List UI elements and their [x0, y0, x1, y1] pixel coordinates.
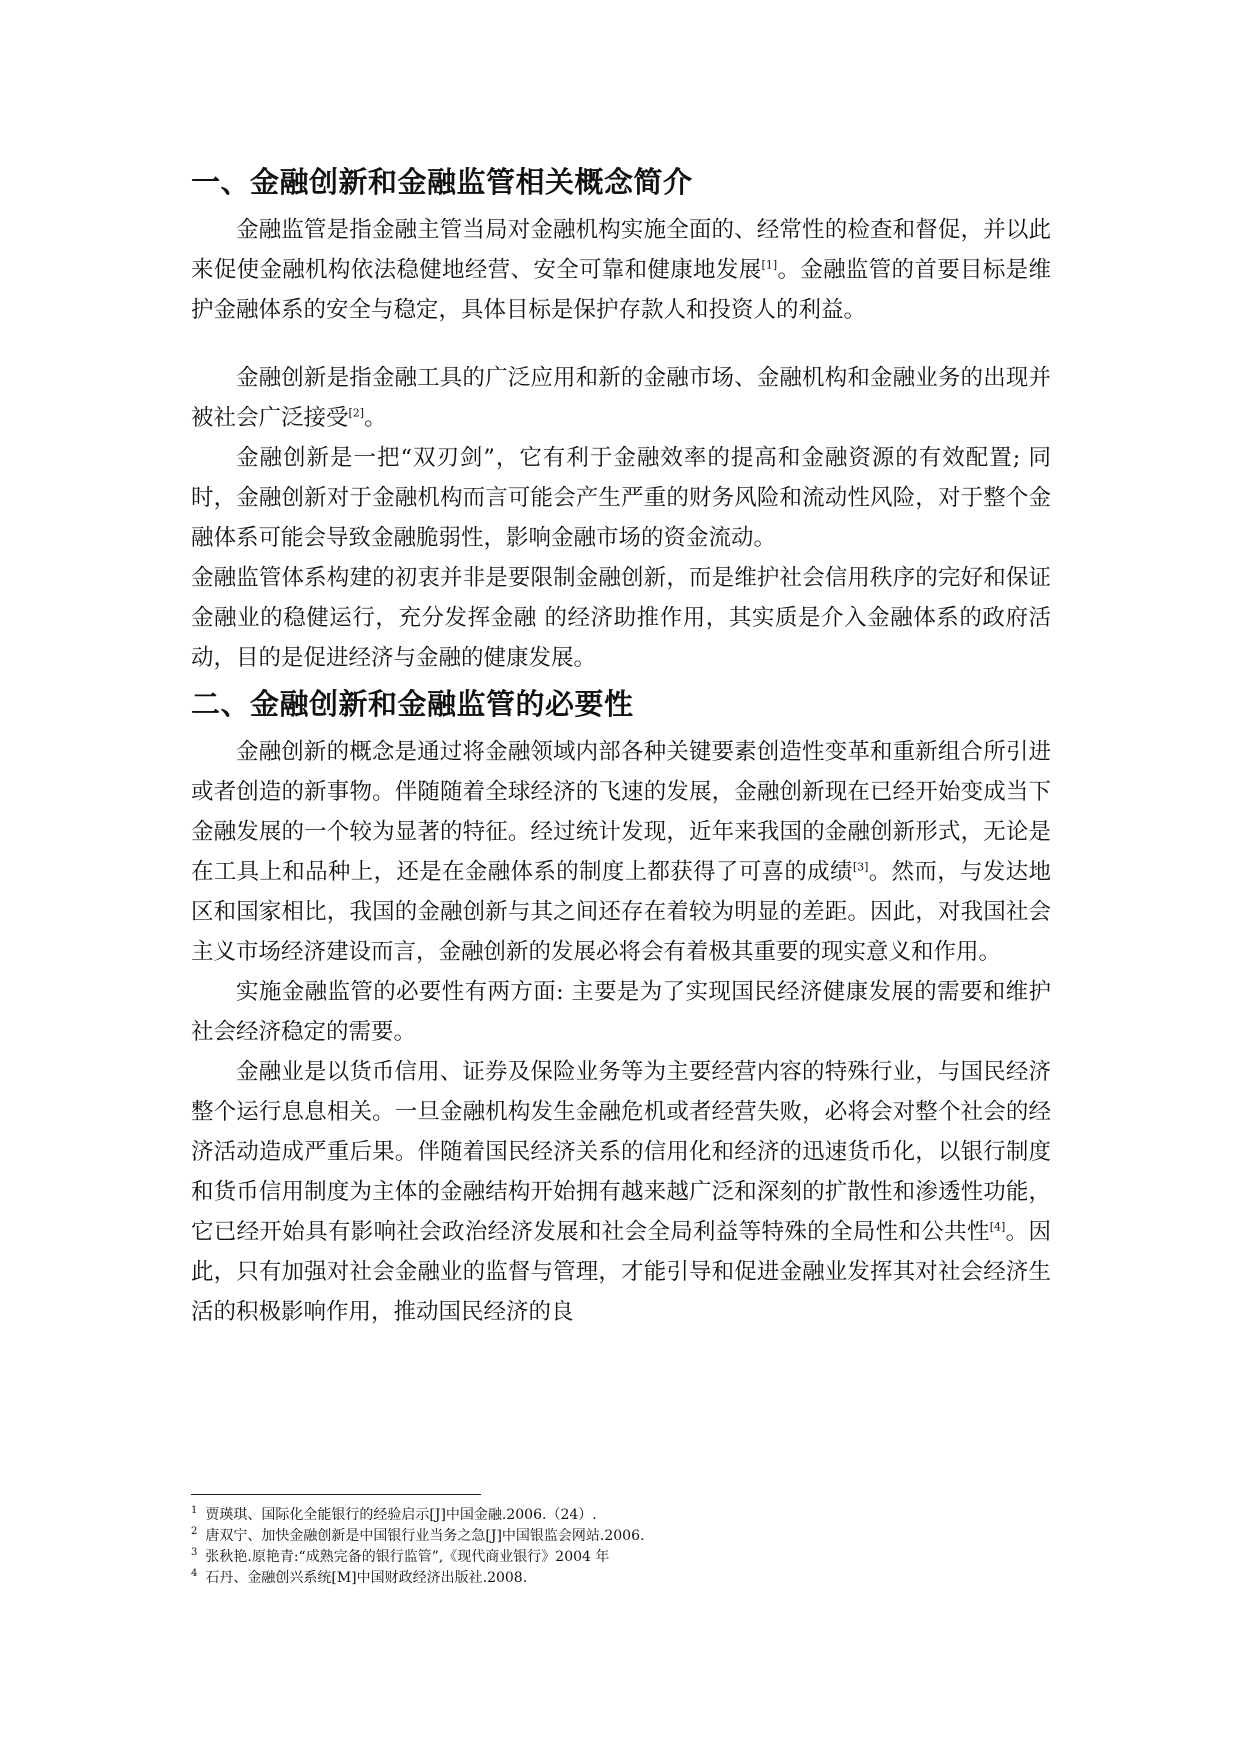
paragraph-financial-supervision: [191, 210, 1051, 330]
paragraph-financial-innovation: [191, 358, 1051, 438]
section-heading-1: 一、金融创新和金融监管相关概念简介: [191, 165, 693, 199]
paragraph-text: 。然而，与发达地区和国家相比，我国的金融创新与其之间还存在着较为明显的差距。因此，对我国社会主义市场经济建设而言，金融创新的发展必将会有着极其重要的现实意义和作用。: [191, 859, 1051, 965]
citation-ref-1[interactable]: [1]: [761, 258, 778, 272]
paragraph-text: 金融创新是指金融工具的广泛应用和新的金融市场、金融机构和金融业务的出现并被社会广泛接受: [191, 365, 1051, 431]
paragraph-text: 。金融监管的首要目标是维护金融体系的安全与稳定，具体目标是保护存款人和投资人的利益。: [191, 257, 1051, 323]
citation-ref-2[interactable]: [2]: [348, 406, 365, 420]
paragraph-supervision-necessity: 实施金融监管的必要性有两方面: 主要是为了实现国民经济健康发展的需要和维护社会经济稳定的需要。: [191, 979, 1051, 1045]
citation-ref-3[interactable]: [3]: [852, 860, 869, 874]
paragraph-financial-industry: [191, 1052, 1051, 1332]
footnote-number: 3: [191, 1547, 198, 1559]
paragraph-text: 金融创新的概念是通过将金融领域内部各种关键要素创造性变革和重新组合所引进或者创造的新事物。伴随随着全球经济的飞速的发展，金融创新现在已经开始变成当下金融发展的一个较为显著的特征。经过统计发现，近年来我国的金融创新形式，无论是在工具上和品种上，还是在金融体系的制度上都获得了可喜的成绩: [191, 739, 1051, 885]
footnote-text: 贾瑛琪、国际化全能银行的经验启示[J]中国金融.2006.（24）.: [205, 1507, 597, 1523]
footnote-3: [191, 1547, 1051, 1568]
paragraph-innovation-concept: [191, 732, 1051, 972]
footnote-number: 2: [191, 1526, 198, 1538]
section-heading-2: 二、金融创新和金融监管的必要性: [191, 687, 634, 721]
paragraph-double-edged-sword: 金融创新是一把“双刃剑”，它有利于金融效率的提高和金融资源的有效配置; 同时，金融创新对于金融机构而言可能会产生严重的财务风险和流动性风险，对于整个金融体系可能会导致金融脆弱性，影响金融市场的资金流动。: [191, 445, 1051, 551]
footnote-text: 张秋艳.原艳青:“成熟完备的银行监管”,《现代商业银行》2004 年: [205, 1549, 610, 1565]
body-content: [191, 160, 1051, 1332]
paragraph-text: 金融监管是指金融主管当局对金融机构实施全面的、经常性的检查和督促，并以此来促使金融机构依法稳健地经营、安全可靠和健康地发展: [191, 217, 1051, 283]
paragraph-supervision-system: 金融监管体系构建的初衷并非是要限制金融创新，而是维护社会信用秩序的完好和保证金融业的稳健运行，充分发挥金融 的经济助推作用，其实质是介入金融体系的政府活动，目的是促进经济与金融的健康发展。: [191, 565, 1051, 671]
paragraph-text: 。因此，只有加强对社会金融业的监督与管理，才能引导和促进金融业发挥其对社会经济生活的积极影响作用，推动国民经济的良: [191, 1219, 1051, 1325]
footnote-text: 唐双宁、加快金融创新是中国银行业当务之急[J]中国银监会网站.2006.: [205, 1528, 645, 1544]
footnote-text: 石丹、金融创兴系统[M]中国财政经济出版社.2008.: [205, 1570, 528, 1586]
footnote-separator: [191, 1494, 481, 1495]
paragraph-text: 金融业是以货币信用、证券及保险业务等为主要经营内容的特殊行业，与国民经济整个运行息息相关。一旦金融机构发生金融危机或者经营失败，必将会对整个社会的经济活动造成严重后果。伴随着国民经济关系的信用化和经济的迅速货币化，以银行制度和货币信用制度为主体的金融结构开始拥有越来越广泛和深刻的扩散性和渗透性功能，它已经开始具有影响社会政治经济发展和社会全局利益等特殊的全局性和公共性: [191, 1059, 1051, 1245]
footnote-4: [191, 1568, 1051, 1589]
footnote-1: [191, 1505, 1051, 1526]
footnote-number: 4: [191, 1568, 198, 1580]
paragraph-text: 。: [364, 405, 387, 431]
citation-ref-4[interactable]: [4]: [989, 1220, 1006, 1234]
footnote-number: 1: [191, 1505, 198, 1517]
footnote-2: [191, 1526, 1051, 1547]
footnotes: [191, 1494, 1051, 1589]
